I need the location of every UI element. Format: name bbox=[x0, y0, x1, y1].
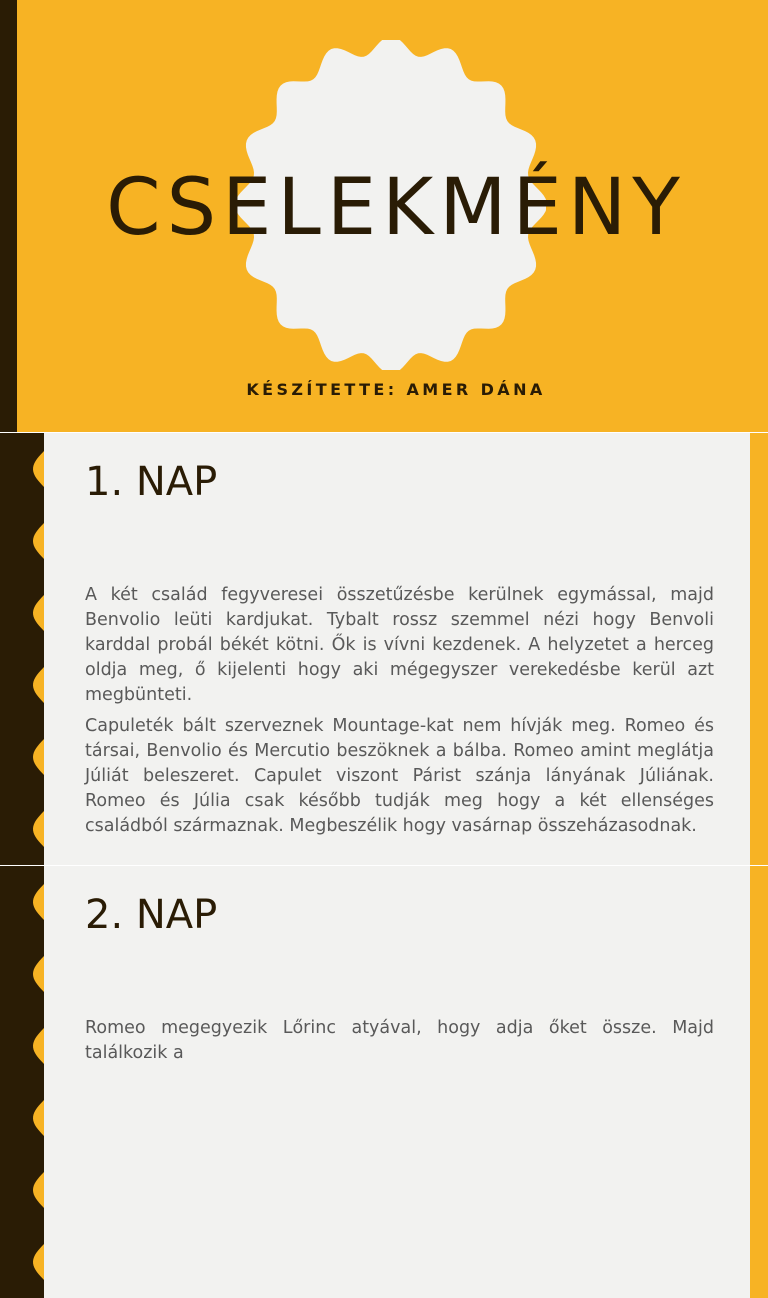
presentation-title: CSELEKMÉNY bbox=[106, 163, 686, 253]
slide-heading: 2. NAP bbox=[85, 892, 218, 938]
slide-body bbox=[85, 583, 714, 845]
body-paragraph: Capuleték bált szerveznek Mountage-kat nem hívják meg. Romeo és társai, Benvolio és Mercutio beszöknek a bálba. Romeo amint meglátja Júliát beleszeret. Capulet viszont Párist szánja lányának Júliának. Romeo és Júlia csak később tudják meg hogy a két ellenséges családból származnak. Megbeszélik hogy vasárnap összeházasodnak. bbox=[85, 716, 714, 836]
title-slide bbox=[0, 0, 768, 432]
body-paragraph: A két család fegyveresei összetűzésbe kerülnek egymással, majd Benvolio leüti kardjukat. Tybalt rossz szemmel nézi hogy Benvoli karddal probál békét kötni. Ők is vívni kezdenek. A helyzetet a herceg oldja meg, ő kijelenti hogy aki mégegyszer verekedésbe kerül azt megbünteti. bbox=[85, 585, 714, 705]
author-line: KÉSZÍTETTE: AMER DÁNA bbox=[246, 380, 546, 399]
body-paragraph: Romeo megegyezik Lőrinc atyával, hogy adja őket össze. Majd találkozik a bbox=[85, 1018, 714, 1063]
content-slide-day-1 bbox=[0, 433, 768, 865]
slide-heading: 1. NAP bbox=[85, 459, 218, 505]
slide-body bbox=[85, 1016, 714, 1072]
content-slide-day-2 bbox=[0, 866, 768, 1298]
